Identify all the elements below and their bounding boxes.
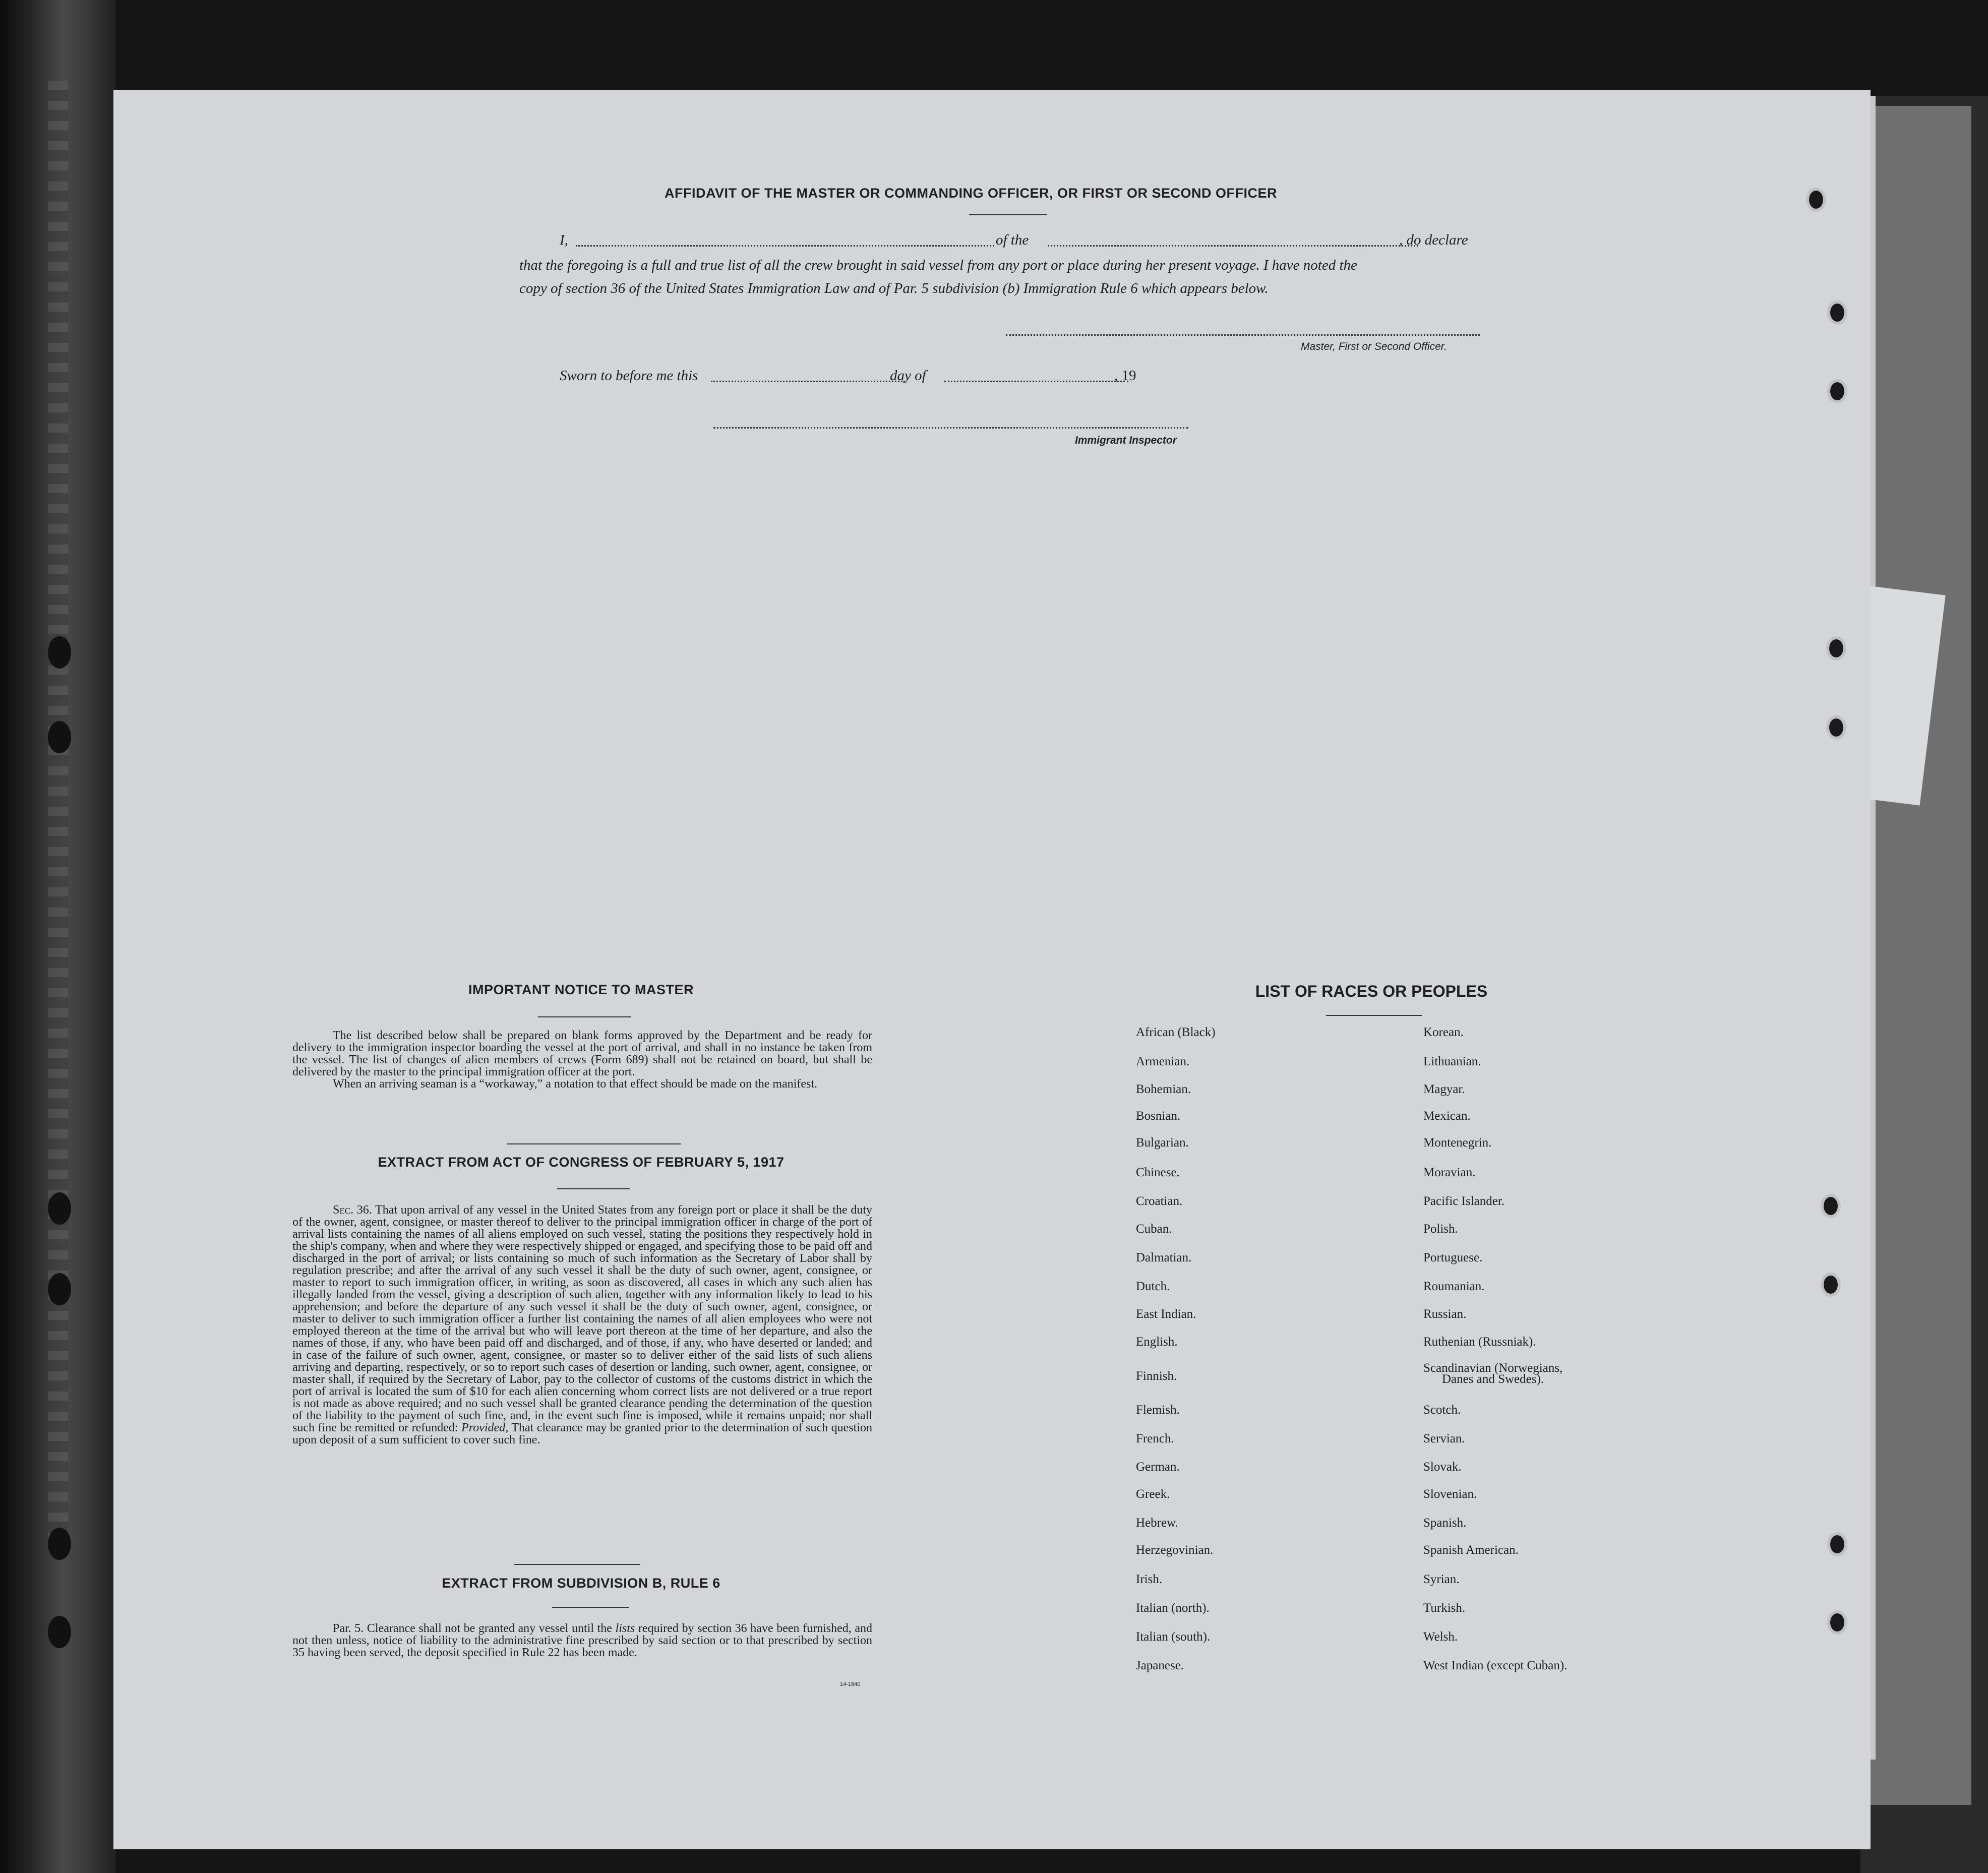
race-item: West Indian (except Cuban).: [1423, 1659, 1568, 1672]
act-body: [292, 1204, 872, 1446]
affidavit-title: AFFIDAVIT OF THE MASTER OR COMMANDING OFFICER, OR FIRST OR SECOND OFFICER: [665, 186, 1277, 201]
affidavit-do-declare: , do declare: [1399, 232, 1468, 248]
race-item: Herzegovinian.: [1136, 1543, 1214, 1557]
rule6-text-b: required by section 36 have been furnished, and not then unless, notice of liability to the administrative fine prescribed by said section or to that prescribed by section 35 having been served, the deposit specified in Rule 22 has been made.: [292, 1622, 873, 1659]
race-item: Spanish.: [1423, 1516, 1467, 1530]
race-item: African (Black): [1136, 1025, 1216, 1039]
act-section-36: [292, 1204, 872, 1446]
race-item: Greek.: [1136, 1487, 1170, 1501]
affidavit-i: I,: [560, 232, 568, 248]
race-item: Lithuanian.: [1423, 1055, 1481, 1068]
race-item: Moravian.: [1423, 1166, 1476, 1179]
vessel-blank: [1048, 245, 1418, 247]
race-item-extra: Danes and Swedes).: [1442, 1372, 1544, 1386]
race-item: Ruthenian (Russniak).: [1423, 1335, 1536, 1349]
punch-hole: [1829, 718, 1843, 737]
race-item: Hebrew.: [1136, 1516, 1178, 1530]
rule6-title: EXTRACT FROM SUBDIVISION B, RULE 6: [442, 1576, 720, 1591]
race-item: Pacific Islander.: [1423, 1194, 1505, 1208]
punch-hole: [1830, 1613, 1844, 1632]
act-title: EXTRACT FROM ACT OF CONGRESS OF FEBRUARY 5, 1917: [378, 1155, 785, 1170]
sworn-day-of: day of: [890, 368, 926, 384]
inspector-signature-line: [713, 427, 1188, 429]
race-item: Montenegrin.: [1423, 1136, 1492, 1150]
punch-hole: [1824, 1276, 1838, 1294]
notice-body: [292, 1030, 872, 1090]
master-caption: Master, First or Second Officer.: [1301, 341, 1447, 352]
back-sheet: [1871, 106, 1971, 1805]
rule6-underline: [552, 1607, 629, 1608]
binder-strip: [48, 81, 68, 1543]
section-divider: [507, 1143, 681, 1144]
punch-hole: [1830, 382, 1844, 400]
race-item: German.: [1136, 1460, 1180, 1474]
title-underline: [969, 214, 1047, 215]
race-item: Scotch.: [1423, 1403, 1461, 1417]
punch-hole: [1829, 639, 1843, 657]
race-item: Chinese.: [1136, 1166, 1180, 1179]
race-item: Slovak.: [1423, 1460, 1462, 1474]
race-item: Portuguese.: [1423, 1251, 1483, 1264]
notice-para-2: When an arriving seaman is a “workaway,” a notation to that effect should be made on the manifest.: [333, 1077, 817, 1091]
race-item: Korean.: [1423, 1025, 1464, 1039]
punch-hole: [1824, 1197, 1838, 1215]
races-underline: [1326, 1015, 1422, 1016]
punch-hole: [1830, 1535, 1844, 1553]
sworn-day-blank: [711, 381, 905, 382]
rule6-text-a: Par. 5. Clearance shall not be granted any vessel until the: [333, 1622, 612, 1635]
form-number: 14-1840: [840, 1681, 861, 1687]
name-blank: [576, 245, 994, 247]
race-item: English.: [1136, 1335, 1178, 1349]
race-item: East Indian.: [1136, 1307, 1196, 1321]
act-text-end: That clearance may be granted prior to the determination of such question upon deposit of a sum sufficient to cover such fine.: [292, 1421, 873, 1446]
race-item: Croatian.: [1136, 1194, 1183, 1208]
binder-hole: [48, 1192, 71, 1225]
act-sec-label: Sec. 36.: [333, 1203, 372, 1217]
rule6-lists: lists: [615, 1622, 635, 1635]
race-item: Finnish.: [1136, 1369, 1177, 1383]
notice-underline: [538, 1016, 631, 1017]
act-provided: Provided,: [461, 1421, 509, 1434]
race-item: Slovenian.: [1423, 1487, 1477, 1501]
race-item: Roumanian.: [1423, 1280, 1485, 1293]
act-underline: [557, 1188, 630, 1189]
rule6-paragraph: [292, 1622, 872, 1659]
race-item: Armenian.: [1136, 1055, 1190, 1068]
race-item: Mexican.: [1423, 1109, 1471, 1123]
race-item: Polish.: [1423, 1222, 1458, 1236]
punch-hole: [1830, 304, 1844, 322]
punch-hole: [1809, 191, 1823, 209]
race-item: Irish.: [1136, 1573, 1163, 1586]
race-item: Scandinavian (Norwegians,: [1423, 1361, 1563, 1375]
affidavit-of-the: of the: [996, 232, 1029, 248]
race-item: Cuban.: [1136, 1222, 1172, 1236]
affidavit-line-2: that the foregoing is a full and true list of all the crew brought in said vessel from any port or place during her present voyage. I have noted the: [519, 257, 1357, 273]
sworn-month-blank: [944, 381, 1128, 382]
notice-para-1: The list described below shall be prepared on blank forms approved by the Department and be ready for delivery to the immigration inspector boarding the vessel at the port of arrival, and shall in no instance be taken from the vessel. The list of changes of alien members of crews (Form 689) shall not be retained on board, but shall be delivered by the master to the principal immigration officer at the port.: [292, 1029, 872, 1078]
race-item: Welsh.: [1423, 1630, 1458, 1644]
race-item: French.: [1136, 1432, 1174, 1445]
act-text: That upon arrival of any vessel in the United States from any foreign port or place it shall be the duty of the owner, agent, consignee, or master thereof to deliver to the principal immigration officer in charge of the port of arrival lists containing the names of all aliens employed on such vessel, stating the positions they respectively hold in the ship's company, when and where they were respectively shipped or engaged, and specifying those to be paid off and discharged in the port of arrival; or lists containing so much of such information as the Secretary of Labor shall by regulation prescribe; and after the arrival of any such vessel it shall be the duty of such owner, agent, consignee, or master to report to such immigration officer, in writing, as soon as discovered, all cases in which any such alien has illegally landed from the vessel, giving a description of such alien, together with any information likely to lead to his apprehension; and before the departure of any such vessel it shall be the duty of such owner, agent, consignee, or master to deliver to such immigration officer a further list containing the names of all alien employees who were not employed thereon at the time of the arrival but who will leave port thereon at the time of her departure, and also the names of those, if any, who have been paid off and discharged, and of those, if any, who have deserted or landed; and in case of the failure of such owner, agent, consignee, or master so to deliver either of the said lists of such aliens arriving and departing, respectively, or so to report such cases of desertion or landing, such owner, agent, consignee, or master shall, if required by the Secretary of Labor, pay to the collector of customs of the customs district in which the port of arrival is located the sum of $10 for each alien concerning whom correct lists are not delivered or a true report is not made as above required; and no such vessel shall be granted clearance pending the determination of the question of the liability to the payment of such fine, and, in the event such fine is imposed, while it remains unpaid; nor shall such fine be remitted or refunded:: [292, 1203, 872, 1434]
notice-title: IMPORTANT NOTICE TO MASTER: [468, 982, 694, 997]
binder-hole: [48, 1273, 71, 1305]
races-title: LIST OF RACES OR PEOPLES: [1255, 982, 1488, 1000]
sworn-prefix: Sworn to before me this: [560, 368, 698, 384]
race-item: Turkish.: [1423, 1601, 1466, 1615]
race-item: Bulgarian.: [1136, 1136, 1189, 1150]
race-item: Dutch.: [1136, 1280, 1170, 1293]
race-item: Flemish.: [1136, 1403, 1180, 1417]
binder-hole: [48, 1616, 71, 1648]
race-item: Italian (south).: [1136, 1630, 1211, 1644]
binder-hole: [48, 1528, 71, 1560]
affidavit-line-3: copy of section 36 of the United States Immigration Law and of Par. 5 subdivision (b) Immigration Rule 6 which appears below.: [519, 280, 1269, 296]
race-item: Dalmatian.: [1136, 1251, 1192, 1264]
race-item: Japanese.: [1136, 1659, 1184, 1672]
race-item: Bohemian.: [1136, 1082, 1191, 1096]
race-item: Magyar.: [1423, 1082, 1465, 1096]
race-item: Spanish American.: [1423, 1543, 1519, 1557]
race-item: Bosnian.: [1136, 1109, 1181, 1123]
race-item: Syrian.: [1423, 1573, 1460, 1586]
binder-hole: [48, 636, 71, 669]
race-item: Italian (north).: [1136, 1601, 1210, 1615]
binder-hole: [48, 721, 71, 753]
section-divider: [514, 1564, 640, 1565]
master-signature-line: [1006, 334, 1480, 336]
race-item: Servian.: [1423, 1432, 1465, 1445]
rule6-body: [292, 1622, 872, 1659]
sworn-year: , 19: [1114, 368, 1136, 384]
race-item: Russian.: [1423, 1307, 1467, 1321]
inspector-caption: Immigrant Inspector: [1075, 435, 1177, 446]
